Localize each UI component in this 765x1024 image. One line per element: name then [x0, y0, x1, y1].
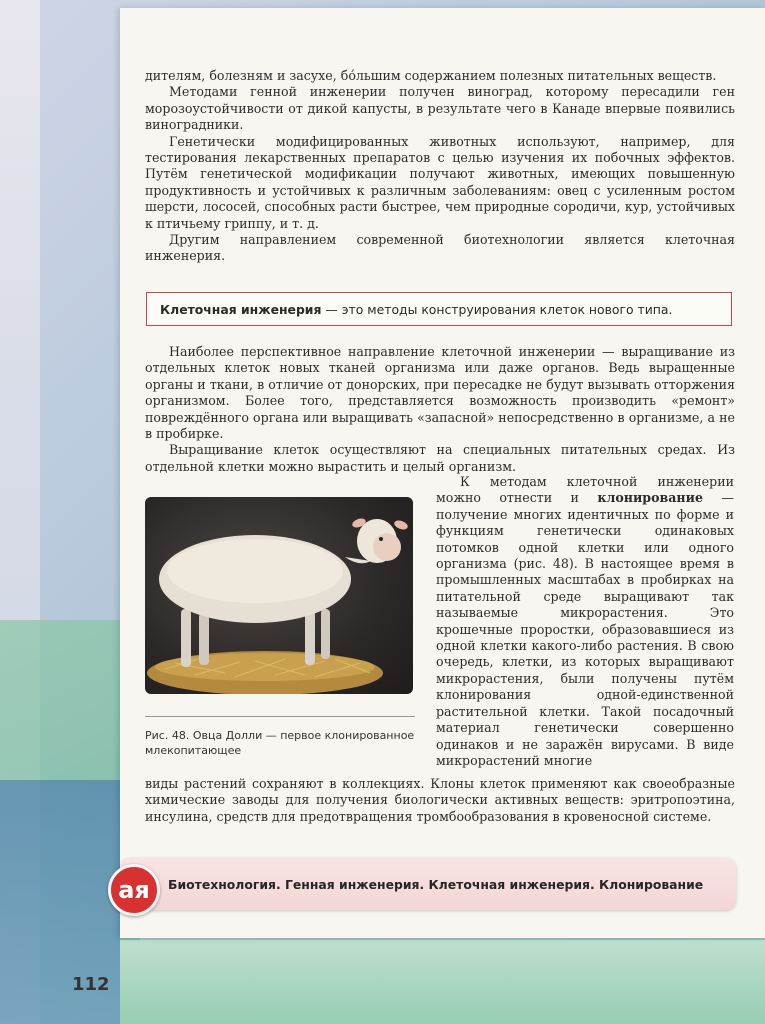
body-text-bottom: [145, 776, 735, 825]
paragraph: дителям, болезням и засухе, бо́льшим содержанием полезных питательных веществ.: [145, 68, 717, 83]
paragraph: Генетически модифицированных животных используют, например, для тестирования лекарственных препаратов с целью изучения их побочных эффектов. Путём генетической модификации получают животных, имеющих повышенную продуктивность и устойчивых к различным заболеваниям: овец с усиленным ростом шерсти, лососей, способных расти быстрее, чем природные сородичи, кур, устойчивых к птичьему гриппу, и т. д.: [145, 133, 735, 231]
definition-text: — это методы конструирования клеток нового типа.: [321, 302, 673, 317]
caption-divider: [145, 716, 415, 717]
body-text-right-column: [436, 474, 734, 769]
text-rest: — получение многих идентичных по форме и функциям генетически одинаковых потомков одной клетки или одного организма (рис. 48). В настоящее время в промышленных масштабах в пробирках на питательной среде выращивают так называемые микрорастения. Это крошечные проростки, образовавшиеся из одной клетки какого-либо растения. В свою очередь, клетки, из которых выращивают микрорастения, были получены путём клонирования одной-единственной растительной клетки. Такой посадочный материал генетически совершенно одинаков и не заражён вирусами. В виде микрорастений многие: [436, 490, 734, 768]
paragraph: виды растений сохраняют в коллекциях. Клоны клеток применяют как своеобразные химические заводы для получения биологически активных веществ: эритропоэтина, инсулина, средств для предотвращения тромбообразования в кровеносной системе.: [145, 776, 735, 824]
definition-box: [146, 292, 732, 326]
paragraph: [436, 474, 734, 769]
body-text-top: [145, 68, 735, 265]
paragraph: Методами генной инженерии получен виноград, которому пересадили ген морозоустойчивости от дикой капусты, в результате чего в Канаде впервые появились виноградники.: [145, 84, 735, 133]
keywords-logo-icon: ая: [108, 864, 160, 916]
dolly-sheep-photo: [145, 497, 413, 694]
definition-term: Клеточная инженерия: [160, 302, 322, 317]
paragraph: Выращивание клеток осуществляют на специальных питательных средах. Из отдельной клетки можно вырастить и целый организм.: [145, 442, 735, 474]
keywords-text: Биотехнология. Генная инженерия. Клеточная инженерия. Клонирование: [168, 877, 704, 892]
text-lead: К методам клеточной инженерии можно отнести и: [436, 474, 734, 506]
paragraph: Другим направлением современной биотехнологии является клеточная инженерия.: [145, 232, 735, 264]
term-cloning: клонирование: [597, 490, 703, 506]
body-text-middle: [145, 344, 735, 475]
figure-caption: Рис. 48. Овца Долли — первое клонированное млекопитающее: [145, 729, 415, 757]
paragraph: Наиболее перспективное направление клеточной инженерии — выращивание из отдельных клеток новых тканей организма или даже органов. Ведь выращенные органы и ткани, в отличие от донорских, при пересадке не будут вызывать отторжения организмом. Более того, представляется возможность производить «ремонт» повреждённого органа или выращивать «запасной» непосредственно в организме, а не в пробирке.: [145, 344, 735, 442]
page-number: 112: [72, 974, 110, 995]
background-bottom-band: [120, 940, 765, 1024]
